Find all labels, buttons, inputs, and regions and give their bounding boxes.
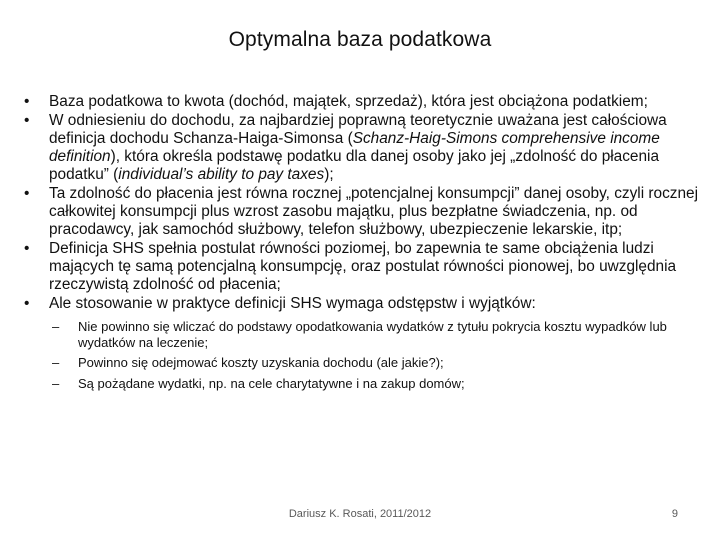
bullet-text: Ta zdolność do płacenia jest równa rocznej „potencjalnej konsumpcji” danej osoby, czyli rocznej całkowitej konsumpcji plus wzrost zasobu majątku, plus bezpłatne świadczenia, np. od pracodawcy, jak samochód służbowy, telefon służbowy, ubezpieczenie lekarskie, itp; (49, 185, 699, 238)
bullet-item (24, 185, 704, 239)
sub-bullet-item: – Powinno się odejmować koszty uzyskania dochodu (ale jakie?); (49, 355, 704, 371)
bullet-text: Ale stosowanie w praktyce definicji SHS wymaga odstępstw i wyjątków: (49, 295, 536, 312)
footer-author: Dariusz K. Rosati, 2011/2012 (288, 508, 432, 520)
bullet-text: W odniesieniu do dochodu, za najbardziej poprawną teoretycznie uważana jest całościowa definicja dochodu Schanza-Haiga-Simonsa ( (49, 112, 667, 147)
sub-bullet-list (49, 319, 704, 391)
bullet-italic-term: individual’s ability to pay taxes (118, 166, 325, 183)
bullet-text: Definicja SHS spełnia postulat równości poziomej, bo zapewnia te same obciążenia ludzi mających tę samą potencjalną konsumpcję, oraz postulat równości pionowej, bo uwzględnia rzeczywistą zdolność od płacenia; (49, 240, 677, 293)
bullet-item (24, 93, 704, 111)
bullet-item (24, 112, 704, 184)
bullet-text: ); (324, 166, 334, 183)
bullet-item (24, 295, 704, 391)
bullet-list (24, 93, 704, 396)
bullet-italic-term: Schanz-Haig-Simons comprehensive income definition (49, 130, 660, 165)
bullet-text: Baza podatkowa to kwota (dochód, majątek, sprzedaż), która jest obciążona podatkiem; (49, 93, 648, 110)
slide-title: Optymalna baza podatkowa (228, 28, 492, 51)
bullet-item (24, 240, 704, 294)
sub-bullet-item: – Są pożądane wydatki, np. na cele charytatywne i na zakup domów; (49, 376, 704, 392)
sub-bullet-item: – Nie powinno się wliczać do podstawy opodatkowania wydatków z tytułu pokrycia kosztu wypadków lub wydatków na leczenie; (49, 319, 704, 350)
bullet-text: ), która określa podstawę podatku dla danej osoby jako jej „zdolność do płacenia podatku” ( (49, 148, 660, 183)
page-number: 9 (671, 508, 678, 520)
